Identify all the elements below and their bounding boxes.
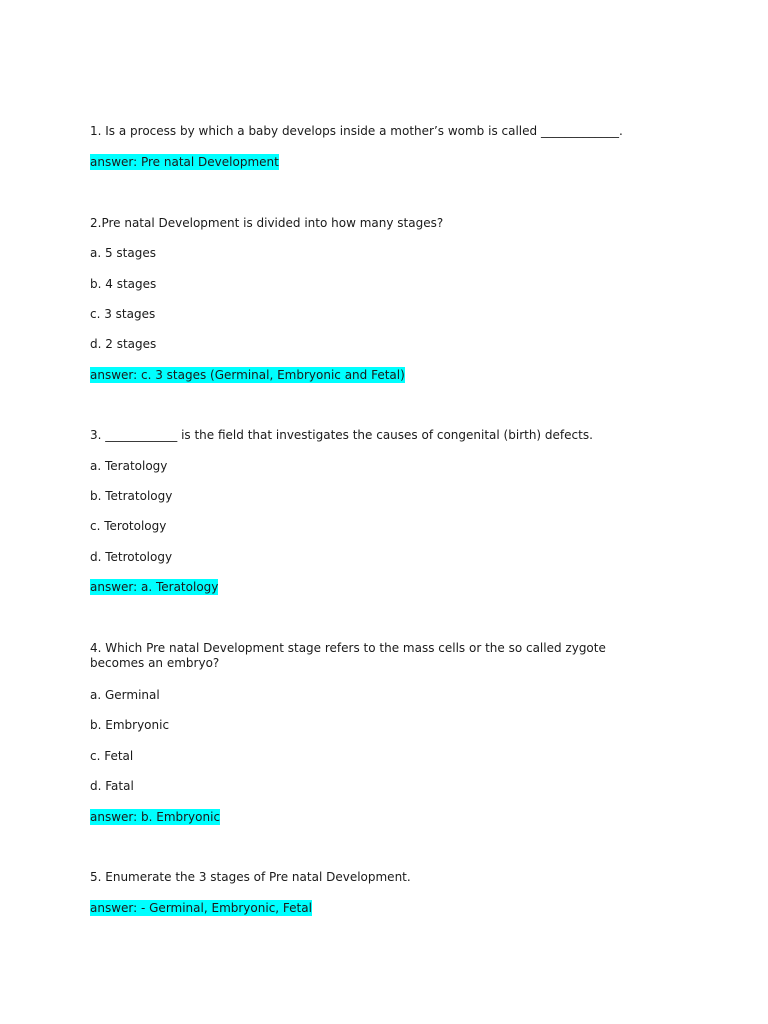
answer-highlight: answer: b. Embryonic (90, 810, 221, 824)
question-4-option-c: c. Fetal (90, 749, 134, 763)
question-2-option-c: c. 3 stages (90, 307, 156, 321)
question-3-option-b: b. Tetratology (90, 489, 173, 503)
question-4-option-b: b. Embryonic (90, 718, 170, 732)
answer-highlight: answer: Pre natal Development (90, 155, 279, 169)
question-2-option-b: b. 4 stages (90, 277, 157, 291)
question-3-option-d: d. Tetrotology (90, 550, 173, 564)
question-5-answer (90, 901, 312, 916)
question-2-answer (90, 368, 405, 383)
question-2-option-d: d. 2 stages (90, 337, 157, 351)
question-4-text: 4. Which Pre natal Development stage refers to the mass cells or the so called zygote becomes an embryo? (90, 641, 606, 670)
question-4-option-a: a. Germinal (90, 688, 160, 702)
question-4-option-d: d. Fatal (90, 779, 134, 793)
question-3-text: 3. ____________ is the field that investigates the causes of congenital (birth) defects. (90, 428, 593, 442)
question-3-option-c: c. Terotology (90, 519, 167, 533)
answer-highlight: answer: - Germinal, Embryonic, Fetal (90, 901, 312, 915)
question-3-answer (90, 580, 218, 595)
question-3-option-a: a. Teratology (90, 459, 168, 473)
question-2-text: 2.Pre natal Development is divided into how many stages? (90, 216, 444, 230)
question-1-text: 1. Is a process by which a baby develops inside a mother’s womb is called _____________. (90, 124, 623, 138)
question-5-text: 5. Enumerate the 3 stages of Pre natal Development. (90, 870, 411, 884)
question-1-answer (90, 155, 279, 170)
question-2-option-a: a. 5 stages (90, 246, 156, 260)
answer-highlight: answer: a. Teratology (90, 580, 219, 594)
answer-highlight: answer: c. 3 stages (Germinal, Embryonic and Fetal) (90, 368, 405, 382)
question-4-answer (90, 810, 220, 825)
